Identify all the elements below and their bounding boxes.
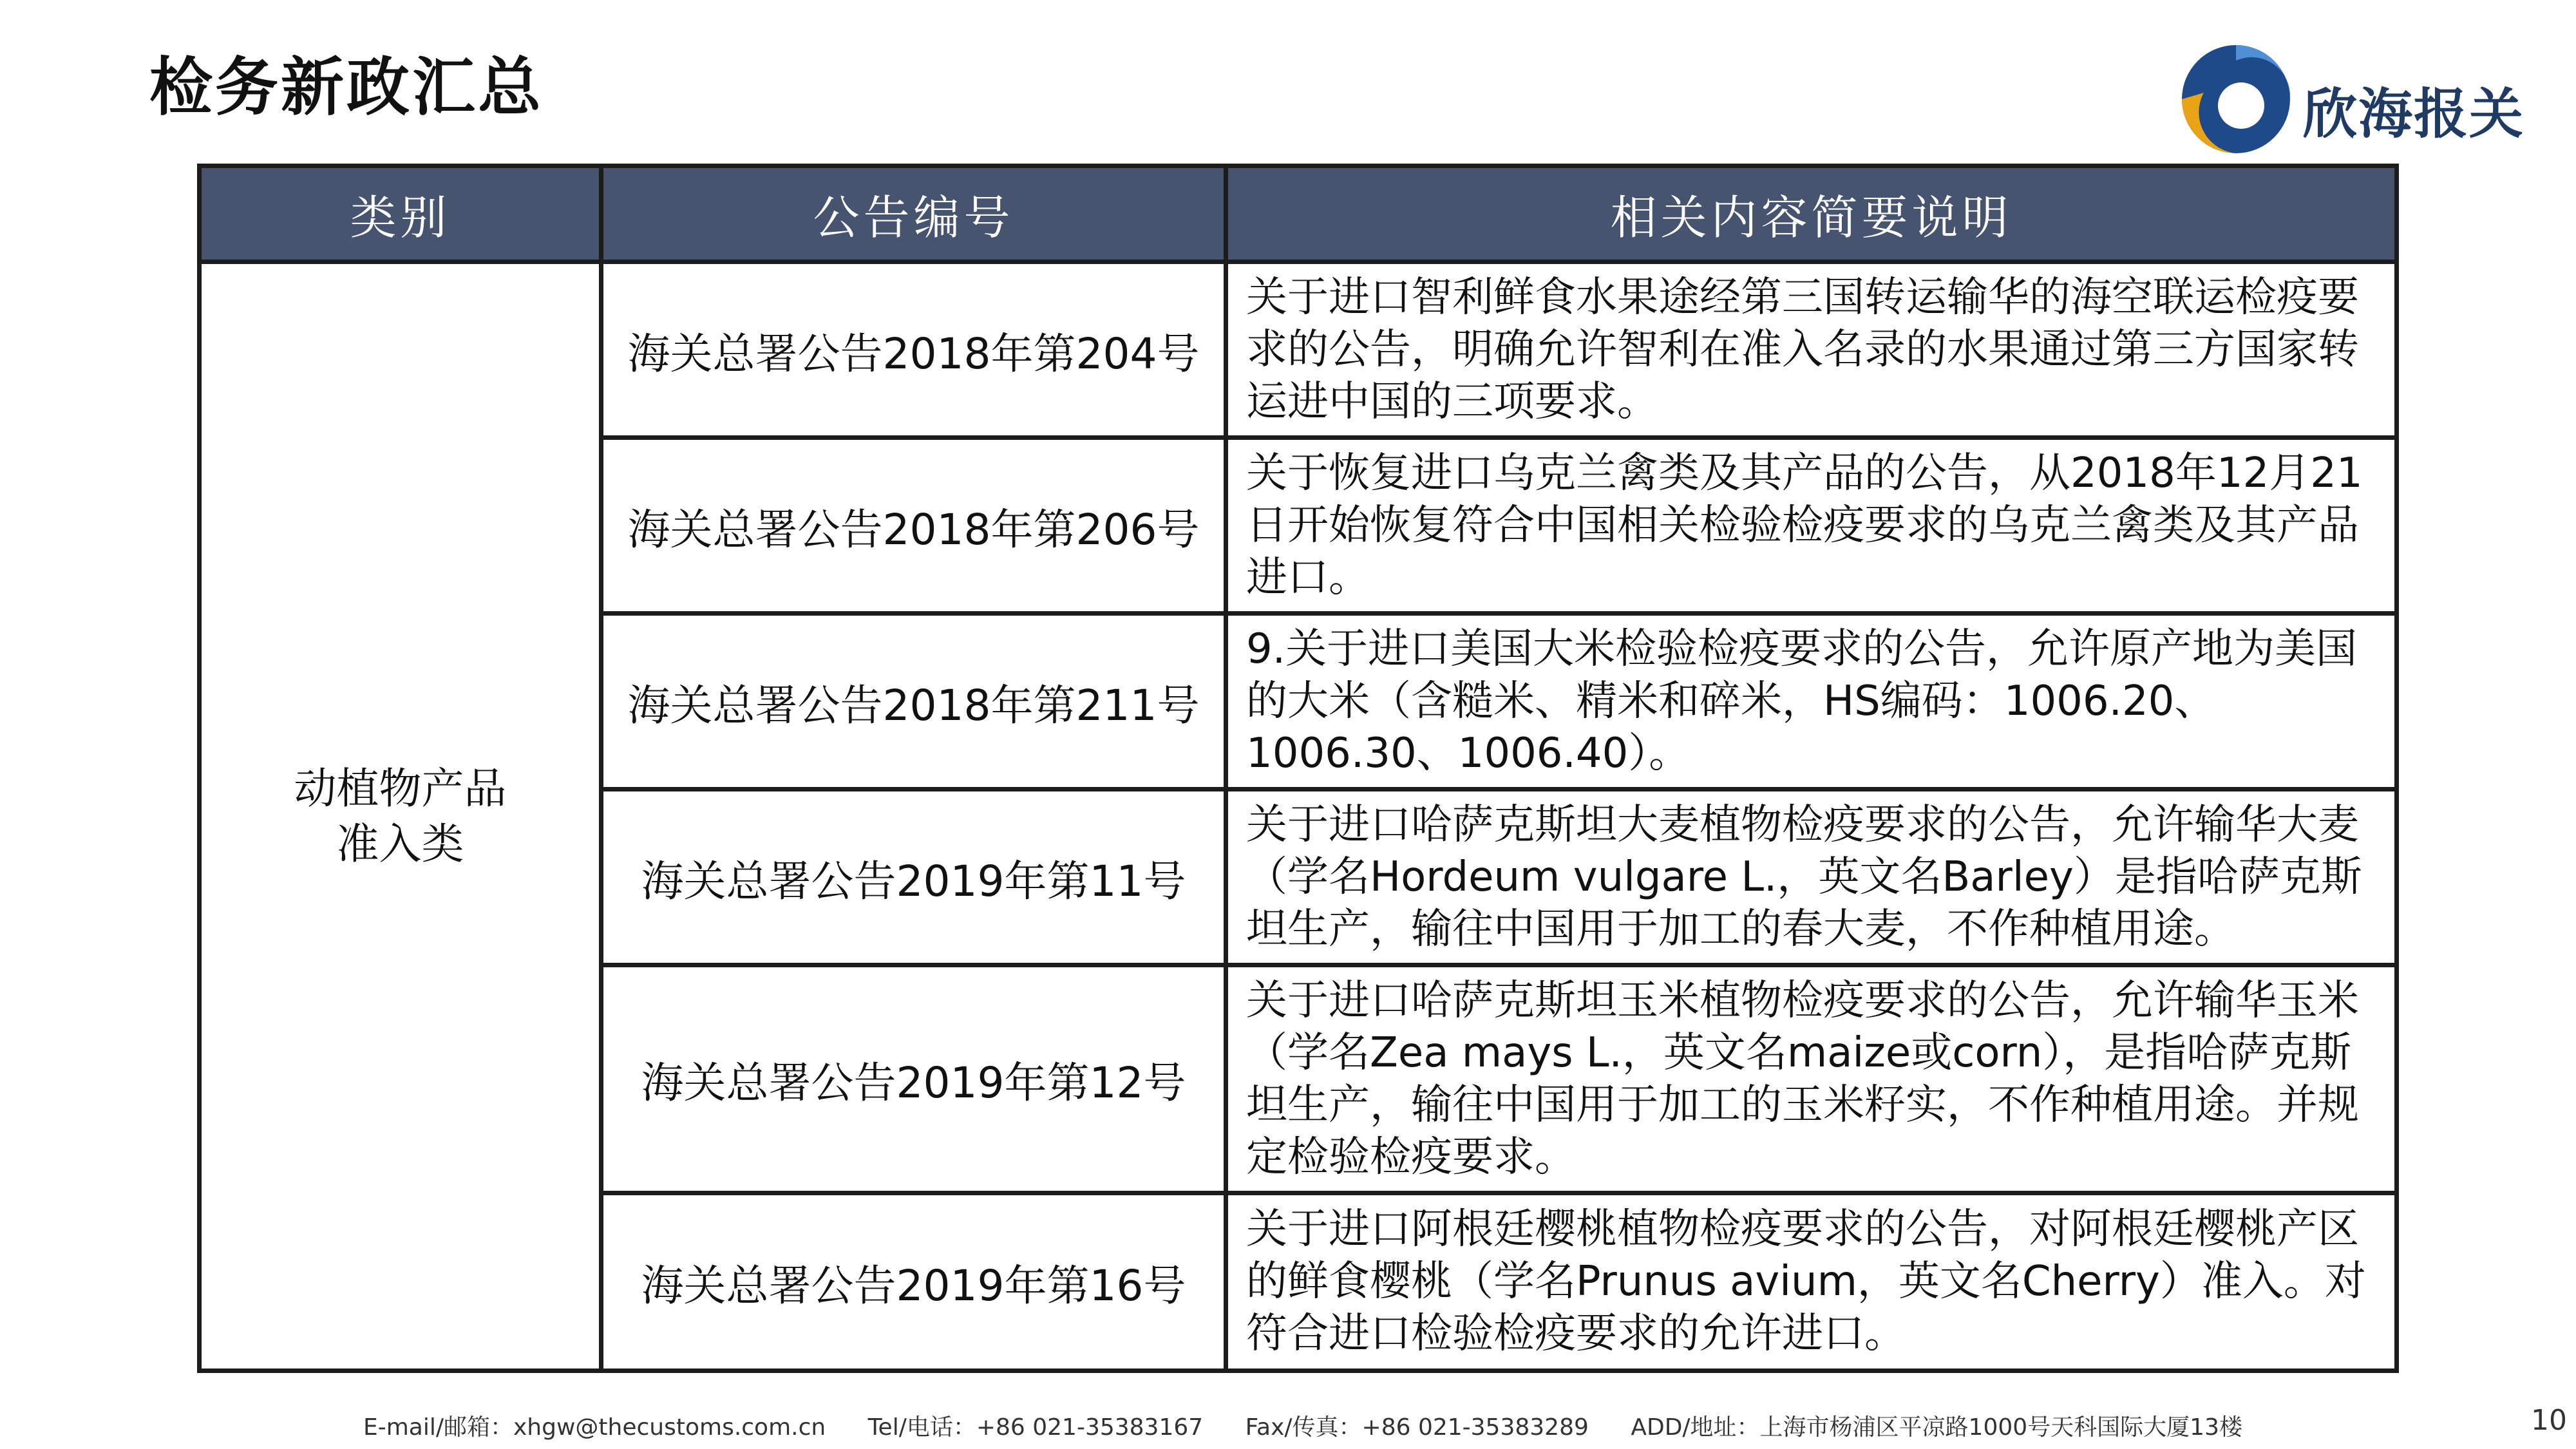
notice-number-cell: 海关总署公告2019年第16号 [601, 1193, 1226, 1371]
description-cell: 关于进口哈萨克斯坦玉米植物检疫要求的公告，允许输华玉米（学名Zea mays L.，英文名maize或corn），是指哈萨克斯坦生产，输往中国用于加工的玉米籽实，不作种植用途。并规定检验检疫要求。 [1226, 965, 2397, 1193]
notice-number-cell: 海关总署公告2019年第11号 [601, 790, 1226, 965]
notice-number-cell: 海关总署公告2018年第211号 [601, 614, 1226, 790]
description-cell: 9.关于进口美国大米检验检疫要求的公告，允许原产地为美国的大米（含糙米、精米和碎米，HS编码：1006.20、1006.30、1006.40）。 [1226, 614, 2397, 790]
logo-text: 欣海报关 [2303, 82, 2525, 146]
description-cell: 关于进口智利鲜食水果途经第三国转运输华的海空联运检疫要求的公告，明确允许智利在准入名录的水果通过第三方国家转运进中国的三项要求。 [1226, 262, 2397, 438]
company-logo [2178, 41, 2539, 157]
category-cell [200, 262, 601, 1371]
footer-fax: Fax/传真：+86 021-35383289 [1245, 1414, 1589, 1441]
footer-tel: Tel/电话：+86 021-35383167 [867, 1414, 1204, 1441]
description-cell: 关于进口哈萨克斯坦大麦植物检疫要求的公告，允许输华大麦（学名Hordeum vulgare L.，英文名Barley）是指哈萨克斯坦生产，输往中国用于加工的春大麦，不作种植用途。 [1226, 790, 2397, 965]
policy-table [197, 164, 2399, 1373]
column-header-description: 相关内容简要说明 [1226, 166, 2397, 262]
column-header-notice-number: 公告编号 [601, 166, 1226, 262]
footer-address: ADD/地址：上海市杨浦区平凉路1000号天科国际大厦13楼 [1631, 1414, 2242, 1441]
description-cell: 关于进口阿根廷樱桃植物检疫要求的公告，对阿根廷樱桃产区的鲜食樱桃（学名Prunus avium，英文名Cherry）准入。对符合进口检验检疫要求的允许进口。 [1226, 1193, 2397, 1371]
notice-number-cell: 海关总署公告2019年第12号 [601, 965, 1226, 1193]
table-header-row [200, 166, 2397, 262]
footer-contact [363, 1409, 2277, 1442]
notice-number-cell: 海关总署公告2018年第206号 [601, 438, 1226, 614]
category-label: 动植物产品 准入类 [294, 763, 507, 869]
description-cell: 关于恢复进口乌克兰禽类及其产品的公告，从2018年12月21日开始恢复符合中国相关检验检疫要求的乌克兰禽类及其产品进口。 [1226, 438, 2397, 614]
table-row [200, 262, 2397, 438]
footer-email: E-mail/邮箱：xhgw@thecustoms.com.cn [363, 1414, 826, 1441]
swirl-logo-icon [2178, 41, 2294, 157]
notice-number-cell: 海关总署公告2018年第204号 [601, 262, 1226, 438]
page-title: 检务新政汇总 [149, 51, 544, 124]
page-number: 10 [2531, 1404, 2567, 1437]
column-header-category: 类别 [200, 166, 601, 262]
